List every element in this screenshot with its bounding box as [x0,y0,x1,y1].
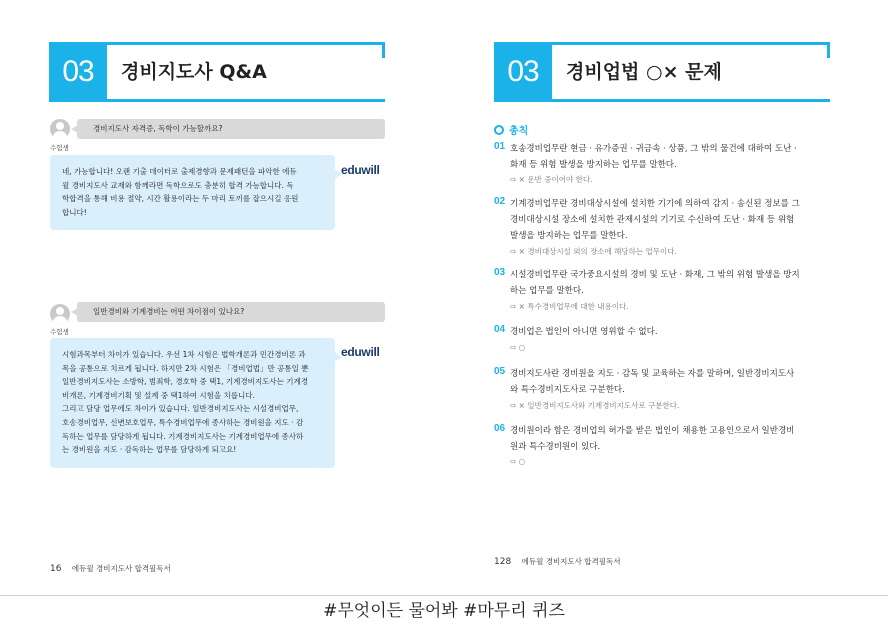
quiz-text [510,267,832,299]
quiz-text [510,366,832,398]
left-page-footer [50,563,171,574]
page-number: 16 [50,564,62,574]
asker-label: 수험생 [50,328,69,336]
book-title: 에듀윌 경비지도사 합격필독서 [71,564,171,573]
header-corner-rule [827,42,830,58]
answer-line: 독하는 업무를 담당하게 됩니다. 기계경비지도사는 기계경비업무에 종사하 [62,431,304,441]
answer-line: 합니다! [62,207,87,217]
quiz-number: 03 [494,267,506,278]
quiz-line: 화재 등 위험 발생을 방지하는 업무를 말한다. [510,160,677,170]
section-number: 03 [494,42,552,102]
answer-line: 는 경비원을 지도 · 감독하는 업무를 담당하게 되고요! [62,445,237,455]
asker-avatar-icon [50,119,70,139]
quiz-text [510,423,832,455]
answer-line: 목을 공통으로 치르게 됩니다. 하지만 2차 시험은 「경비업법」만 공통일 뿐 [62,363,309,373]
page-number: 128 [494,557,512,567]
answer-bubble [50,155,335,230]
answer-line: 학합격을 통해 비용 절약, 시간 활용이라는 두 마리 토끼를 잡으시길 응원 [62,194,299,204]
section-title: 경비지도사 Q&A [121,61,267,83]
answer-line: 네, 가능합니다! 오랜 기출 데이터로 출제경향과 문제패턴을 파악한 에듀 [62,167,297,176]
asker-label: 수험생 [50,144,69,152]
quiz-answer: ⇨ × 운반 중이어야 한다. [510,175,593,184]
hashtag-caption: #무엇이든 물어봐 #마무리 퀴즈 [0,596,888,627]
right-section-header [494,42,830,102]
quiz-line: 와 특수경비지도사로 구분한다. [510,385,625,395]
quiz-answer: ⇨ ○ [510,457,526,466]
answer-line: 일반경비지도사는 소방학, 범죄학, 경호학 중 택1, 기계경비지도사는 기계경 [62,377,308,387]
answer-bubble [50,338,335,468]
answer-line: 그리고 담당 업무에도 차이가 있습니다. 일반경비지도사는 시설경비업무, [62,404,299,414]
quiz-number: 06 [494,423,506,434]
left-section-header [49,42,385,102]
quiz-text [510,324,832,340]
quiz-number: 04 [494,324,506,335]
quiz-item [494,423,834,473]
quiz-item [494,324,834,358]
quiz-answer: ⇨ × 특수경비업무에 대한 내용이다. [510,302,629,311]
answer-line: 호송경비업무, 신변보호업무, 특수경비업무에 종사하는 경비원을 지도 · 감 [62,417,304,427]
quiz-text [510,196,832,244]
answer-line: 비개론, 기계경비기획 및 설계 중 택1하여 시험을 치릅니다. [62,390,255,400]
section-title: 경비업법 ○× 문제 [566,61,722,83]
quiz-item [494,196,834,262]
quiz-line: 시설경비업무란 국가중요시설의 경비 및 도난 · 화재, 그 밖의 위험 발생을 방지 [510,270,800,280]
bullet-circle-icon [494,125,504,135]
category-heading [494,122,528,137]
quiz-number: 01 [494,141,506,152]
quiz-line: 경비원이라 함은 경비업의 허가를 받은 법인이 채용한 고용인으로서 일반경비 [510,426,795,436]
quiz-line: 경비대상시설 장소에 설치한 관제시설의 기기로 수신하여 도난 · 화재 등 위험 [510,215,795,225]
quiz-line: 원과 특수경비원이 있다. [510,442,601,452]
quiz-item [494,366,834,416]
answer-line: 윌 경비지도사 교재와 함께라면 독학으로도 충분히 합격 가능합니다. 독 [62,180,294,190]
quiz-line: 경비지도사란 경비원을 지도 · 감독 및 교육하는 자를 말하며, 일반경비지도사 [510,369,795,379]
right-page-footer [494,556,621,567]
quiz-answer: ⇨ × 경비대상시설 외의 장소에 해당하는 업무이다. [510,247,677,256]
quiz-number: 02 [494,196,506,207]
quiz-text [510,141,832,173]
quiz-answer: ⇨ × 일반경비지도사와 기계경비지도사로 구분한다. [510,401,680,410]
quiz-line: 발생을 방지하는 업무를 말한다. [510,231,628,241]
quiz-line: 경비업은 법인이 아니면 영위할 수 없다. [510,327,658,337]
quiz-item [494,267,834,317]
book-title: 에듀윌 경비지도사 합격필독서 [521,557,621,566]
eduwill-logo: eduwill [341,345,380,359]
section-number: 03 [49,42,107,102]
asker-avatar-icon [50,304,70,324]
category-label: 총칙 [509,126,529,137]
header-corner-rule [382,42,385,58]
eduwill-logo: eduwill [341,163,380,177]
question-bubble: 일반경비와 기계경비는 어떤 차이점이 있나요? [77,302,385,322]
quiz-item [494,141,834,191]
quiz-answer: ⇨ ○ [510,343,526,352]
answer-line: 시험과목부터 차이가 있습니다. 우선 1차 시험은 법학개론과 민간경비론 과 [62,350,306,359]
quiz-number: 05 [494,366,506,377]
quiz-line: 호송경비업무란 현금 · 유가증권 · 귀금속 · 상품, 그 밖의 물건에 대하여 도난 · [510,144,797,154]
question-bubble: 경비지도사 자격증, 독학이 가능할까요? [77,119,385,139]
quiz-line: 기계경비업무란 경비대상시설에 설치한 기기에 의하여 감지 · 송신된 정보를 그 [510,199,800,209]
quiz-line: 하는 업무를 말한다. [510,286,584,296]
